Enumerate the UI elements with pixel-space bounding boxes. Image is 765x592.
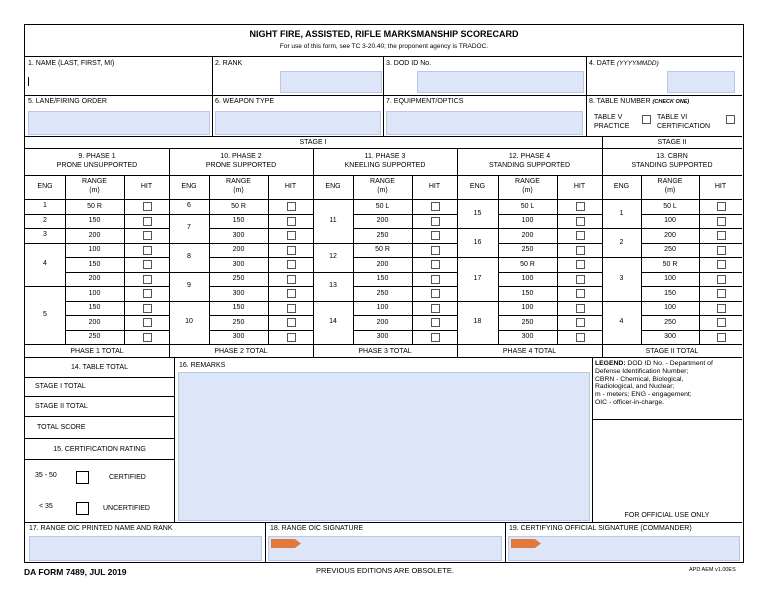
rank-label: 2. RANK xyxy=(215,60,243,67)
range-value: 100 xyxy=(521,304,534,311)
divider xyxy=(209,257,313,258)
divider xyxy=(25,199,742,200)
eng-number: 13 xyxy=(329,282,337,289)
range-value: 50 R xyxy=(87,202,102,210)
table-total-label: 14. TABLE TOTAL xyxy=(71,364,128,371)
eng-number: 15 xyxy=(473,209,482,217)
hit-header: HIT xyxy=(714,183,727,190)
oic-name-field[interactable] xyxy=(29,536,262,561)
hit-checkbox[interactable] xyxy=(431,260,440,269)
divider xyxy=(641,286,742,287)
divider xyxy=(65,243,169,244)
range-value: 50 L xyxy=(663,202,677,210)
range-value: 250 xyxy=(664,246,676,253)
eng-number: 3 xyxy=(43,231,47,239)
range-value: 250 xyxy=(521,246,534,253)
certified-checkbox[interactable] xyxy=(76,471,89,484)
stage-2-total-label: STAGE II TOTAL xyxy=(35,403,88,410)
range-value: 250 xyxy=(376,289,389,297)
remarks-field[interactable] xyxy=(178,372,590,521)
hit-checkbox[interactable] xyxy=(143,217,152,226)
hit-checkbox[interactable] xyxy=(143,231,152,240)
range-value: 250 xyxy=(664,318,676,326)
range-value: 200 xyxy=(376,318,389,326)
divider xyxy=(25,175,742,176)
divider xyxy=(65,286,169,287)
certification-rating-label: 15. CERTIFICATION RATING xyxy=(53,446,146,453)
range-value: 150 xyxy=(376,275,389,282)
divider xyxy=(313,272,353,273)
phase-total-label: PHASE 3 TOTAL xyxy=(358,348,412,355)
eng-number: 1 xyxy=(43,202,47,210)
eng-number: 7 xyxy=(187,224,191,231)
divider xyxy=(641,315,742,316)
hit-checkbox[interactable] xyxy=(576,246,585,255)
range-value: 100 xyxy=(664,217,676,224)
range-value: 200 xyxy=(88,318,101,326)
certified-label: CERTIFIED xyxy=(109,474,146,481)
divider xyxy=(65,214,169,215)
weapon-field[interactable] xyxy=(215,111,381,135)
range-value: 100 xyxy=(521,275,534,282)
eng-number: 5 xyxy=(43,311,47,318)
eng-number: 4 xyxy=(619,318,624,326)
range-header: RANGE xyxy=(226,178,251,185)
table-v-checkbox[interactable] xyxy=(642,115,651,124)
hit-checkbox[interactable] xyxy=(576,217,585,226)
dodid-label: 3. DOD ID No. xyxy=(386,60,432,67)
phase-subtitle: STANDING SUPPORTED xyxy=(488,162,571,169)
lane-label: 5. LANE/FIRING ORDER xyxy=(28,98,107,105)
table-number-label: 8. TABLE NUMBER (CHECK ONE) xyxy=(589,98,690,105)
divider xyxy=(209,243,313,244)
range-unit: (m) xyxy=(522,187,533,194)
divider xyxy=(457,301,498,302)
eng-number: 14 xyxy=(329,318,337,326)
divider xyxy=(641,257,742,258)
hit-checkbox[interactable] xyxy=(717,333,726,342)
certifying-signature-label: 19. CERTIFYING OFFICIAL SIGNATURE (COMMANDER) xyxy=(509,525,692,532)
hit-checkbox[interactable] xyxy=(717,318,726,327)
phase-subtitle: PRONE SUPPORTED xyxy=(205,162,277,169)
hit-checkbox[interactable] xyxy=(143,289,152,298)
hit-checkbox[interactable] xyxy=(431,231,440,240)
certifying-signature-field[interactable] xyxy=(508,536,740,561)
eng-header: ENG xyxy=(469,183,486,190)
range-value: 250 xyxy=(521,318,534,326)
eng-number: 12 xyxy=(329,253,337,260)
divider xyxy=(268,175,269,344)
eng-number: 4 xyxy=(43,260,47,268)
divider xyxy=(169,272,209,273)
range-unit: (m) xyxy=(89,187,100,194)
eng-number: 18 xyxy=(473,318,482,326)
sign-here-tag[interactable] xyxy=(271,539,301,548)
divider xyxy=(353,272,457,273)
divider xyxy=(353,243,457,244)
range-value: 300 xyxy=(232,260,245,268)
hit-checkbox[interactable] xyxy=(287,202,296,211)
hit-checkbox[interactable] xyxy=(287,318,296,327)
divider xyxy=(65,228,169,229)
phase-subtitle: PRONE UNSUPPORTED xyxy=(56,162,138,169)
hit-checkbox[interactable] xyxy=(143,202,152,211)
divider xyxy=(602,301,641,302)
range-value: 300 xyxy=(232,289,245,297)
hit-checkbox[interactable] xyxy=(431,333,440,342)
hit-checkbox[interactable] xyxy=(431,217,440,226)
divider xyxy=(209,286,313,287)
hit-header: HIT xyxy=(284,183,297,190)
range-unit: (m) xyxy=(377,187,388,194)
form-frame xyxy=(24,24,744,563)
range-value: 150 xyxy=(88,217,101,224)
divider xyxy=(498,228,602,229)
hit-checkbox[interactable] xyxy=(431,318,440,327)
divider xyxy=(498,214,602,215)
divider xyxy=(353,214,457,215)
hit-checkbox[interactable] xyxy=(717,202,726,211)
range-value: 300 xyxy=(521,333,534,340)
obsolete-notice: PREVIOUS EDITIONS ARE OBSOLETE. xyxy=(316,566,454,575)
rank-field[interactable] xyxy=(280,71,382,93)
phase-title: 11. PHASE 3 xyxy=(364,153,406,160)
hit-header: HIT xyxy=(428,183,441,190)
range-value: 300 xyxy=(376,333,389,340)
range-value: 250 xyxy=(232,275,245,282)
phase-title: 9. PHASE 1 xyxy=(78,153,116,160)
range-value: 200 xyxy=(232,246,245,253)
oic-signature-label: 18. RANGE OIC SIGNATURE xyxy=(270,525,364,532)
oic-signature-field[interactable] xyxy=(268,536,502,561)
eng-number: 8 xyxy=(187,253,191,260)
hit-header: HIT xyxy=(140,183,153,190)
hit-checkbox[interactable] xyxy=(431,304,440,313)
eng-number: 9 xyxy=(187,282,191,289)
divider xyxy=(124,175,125,344)
eng-number: 11 xyxy=(329,216,337,224)
divider xyxy=(353,330,457,331)
eng-header: ENG xyxy=(613,183,630,190)
divider xyxy=(65,272,169,273)
hit-checkbox[interactable] xyxy=(576,289,585,298)
range-value: 150 xyxy=(232,304,245,311)
range-value: 50 R xyxy=(231,202,246,210)
hit-checkbox[interactable] xyxy=(431,289,440,298)
hit-checkbox[interactable] xyxy=(143,246,152,255)
range-value: 150 xyxy=(232,217,245,224)
range-value: 50 R xyxy=(520,260,535,268)
hit-checkbox[interactable] xyxy=(717,275,726,284)
sign-here-tag[interactable] xyxy=(511,539,541,548)
uncertified-range: < 35 xyxy=(39,503,53,510)
divider xyxy=(65,257,169,258)
range-value: 100 xyxy=(88,246,101,253)
eng-header: ENG xyxy=(325,183,341,190)
hit-checkbox[interactable] xyxy=(431,246,440,255)
oic-name-label: 17. RANGE OIC PRINTED NAME AND RANK xyxy=(29,525,173,532)
divider xyxy=(169,243,209,244)
divider xyxy=(313,243,353,244)
divider xyxy=(498,286,602,287)
certified-range: 35 - 50 xyxy=(35,472,57,479)
divider xyxy=(353,301,457,302)
hit-checkbox[interactable] xyxy=(576,260,585,269)
hit-checkbox[interactable] xyxy=(287,304,296,313)
hit-checkbox[interactable] xyxy=(717,217,726,226)
divider xyxy=(209,301,313,302)
divider xyxy=(25,214,65,215)
phase-total-label: PHASE 4 TOTAL xyxy=(502,348,557,355)
range-value: 50 R xyxy=(662,260,678,268)
range-value: 50 L xyxy=(520,202,535,210)
range-value: 250 xyxy=(376,231,389,239)
hit-checkbox[interactable] xyxy=(576,202,585,211)
phase-subtitle: STANDING SUPPORTED xyxy=(631,162,713,169)
hit-checkbox[interactable] xyxy=(717,246,726,255)
divider xyxy=(353,286,457,287)
range-header: RANGE xyxy=(370,178,395,185)
phase-total-label: STAGE II TOTAL xyxy=(645,348,699,355)
divider xyxy=(699,175,700,344)
divider xyxy=(353,228,457,229)
date-label: 4. DATE (YYYYMMDD) xyxy=(589,60,659,67)
range-value: 300 xyxy=(232,231,245,239)
hit-checkbox[interactable] xyxy=(576,231,585,240)
hit-checkbox[interactable] xyxy=(717,231,726,240)
uncertified-checkbox[interactable] xyxy=(76,502,89,515)
hit-checkbox[interactable] xyxy=(287,217,296,226)
range-value: 300 xyxy=(664,333,676,340)
phase-total-label: PHASE 2 TOTAL xyxy=(214,348,268,355)
range-value: 200 xyxy=(521,231,534,239)
divider xyxy=(641,243,742,244)
hit-checkbox[interactable] xyxy=(576,304,585,313)
divider xyxy=(457,228,498,229)
total-score-label: TOTAL SCORE xyxy=(37,424,86,431)
range-value: 100 xyxy=(521,217,534,224)
eng-number: 6 xyxy=(187,202,191,210)
hit-checkbox[interactable] xyxy=(143,275,152,284)
official-use-label: FOR OFFICIAL USE ONLY xyxy=(624,512,710,519)
divider xyxy=(209,214,313,215)
divider xyxy=(641,301,742,302)
hit-checkbox[interactable] xyxy=(287,289,296,298)
legend: LEGEND: DOD ID No. - Department of Defense Identification Number; CBRN - Chemical, Biological, Radiological, and Nuclear; m - meters; ENG - engagement; OIC - officer-in-charge. xyxy=(595,360,713,406)
hit-checkbox[interactable] xyxy=(287,275,296,284)
divider xyxy=(313,301,353,302)
form-number: DA FORM 7489, JUL 2019 xyxy=(24,567,127,577)
hit-checkbox[interactable] xyxy=(431,275,440,284)
divider xyxy=(209,330,313,331)
phase-title: 10. PHASE 2 xyxy=(220,153,262,160)
divider xyxy=(209,228,313,229)
divider xyxy=(169,214,209,215)
eng-number: 10 xyxy=(185,318,193,326)
phase-total-label: PHASE 1 TOTAL xyxy=(70,348,124,355)
table-vi-checkbox[interactable] xyxy=(726,115,735,124)
hit-checkbox[interactable] xyxy=(143,333,152,342)
divider xyxy=(457,257,498,258)
divider xyxy=(641,330,742,331)
date-field[interactable] xyxy=(667,71,735,93)
range-value: 100 xyxy=(664,304,676,311)
table-v-label: TABLE V PRACTICE xyxy=(594,114,630,130)
range-unit: (m) xyxy=(664,187,676,194)
range-unit: (m) xyxy=(233,187,244,194)
divider xyxy=(641,228,742,229)
stage-1-header: STAGE I xyxy=(299,139,327,146)
range-header: RANGE xyxy=(82,178,107,185)
equip-field[interactable] xyxy=(386,111,583,135)
eng-number: 3 xyxy=(619,274,624,282)
eng-number: 2 xyxy=(619,238,624,246)
remarks-label: 16. REMARKS xyxy=(179,362,226,369)
range-value: 250 xyxy=(88,333,101,340)
divider xyxy=(65,330,169,331)
stage-2-header: STAGE II xyxy=(657,139,687,146)
divider xyxy=(65,315,169,316)
divider xyxy=(412,175,413,344)
hit-checkbox[interactable] xyxy=(287,231,296,240)
form-title: NIGHT FIRE, ASSISTED, RIFLE MARKSMANSHIP SCORECARD xyxy=(249,29,519,39)
table-vi-label: TABLE VI CERTIFICATION xyxy=(657,114,711,130)
stage-1-total-label: STAGE I TOTAL xyxy=(35,383,86,390)
eng-number: 1 xyxy=(619,209,624,217)
divider xyxy=(25,243,65,244)
form-subtitle: For use of this form, see TC 3-20.40; the proponent agency is TRADOC. xyxy=(279,43,489,50)
range-value: 150 xyxy=(88,260,101,268)
lane-field[interactable] xyxy=(28,111,210,135)
range-value: 200 xyxy=(88,275,101,282)
divider xyxy=(498,315,602,316)
range-value: 150 xyxy=(521,289,534,297)
divider xyxy=(169,301,209,302)
hit-checkbox[interactable] xyxy=(717,289,726,298)
range-value: 200 xyxy=(664,231,676,239)
hit-checkbox[interactable] xyxy=(287,260,296,269)
divider xyxy=(353,257,457,258)
eng-number: 17 xyxy=(473,274,482,282)
range-value: 200 xyxy=(88,231,101,239)
phase-subtitle: KNEELING SUPPORTED xyxy=(344,162,426,169)
name-label: 1. NAME (LAST, FIRST, MI) xyxy=(28,60,115,67)
range-value: 50 R xyxy=(375,246,390,253)
eng-header: ENG xyxy=(37,183,53,190)
divider xyxy=(25,228,65,229)
divider xyxy=(641,272,742,273)
uncertified-label: UNCERTIFIED xyxy=(103,505,150,512)
divider xyxy=(557,175,558,344)
range-value: 100 xyxy=(376,304,389,311)
divider xyxy=(209,315,313,316)
hit-checkbox[interactable] xyxy=(143,260,152,269)
range-value: 200 xyxy=(376,217,389,224)
hit-checkbox[interactable] xyxy=(287,246,296,255)
range-header: RANGE xyxy=(657,178,683,185)
divider xyxy=(498,330,602,331)
eng-number: 16 xyxy=(473,238,482,246)
hit-header: HIT xyxy=(573,183,586,190)
range-value: 300 xyxy=(232,333,245,340)
divider xyxy=(498,257,602,258)
divider xyxy=(498,272,602,273)
divider xyxy=(353,315,457,316)
name-field[interactable] xyxy=(28,71,208,93)
hit-checkbox[interactable] xyxy=(717,304,726,313)
divider xyxy=(209,272,313,273)
form-version: APD AEM v1.00ES xyxy=(689,567,736,573)
hit-checkbox[interactable] xyxy=(576,333,585,342)
range-value: 200 xyxy=(376,260,389,268)
dodid-field[interactable] xyxy=(417,71,584,93)
range-header: RANGE xyxy=(515,178,540,185)
eng-number: 2 xyxy=(43,216,47,224)
hit-checkbox[interactable] xyxy=(287,333,296,342)
hit-checkbox[interactable] xyxy=(576,275,585,284)
hit-checkbox[interactable] xyxy=(143,318,152,327)
range-value: 50 L xyxy=(375,202,390,210)
range-value: 100 xyxy=(664,275,676,282)
eng-header: ENG xyxy=(181,183,197,190)
divider xyxy=(25,286,65,287)
phase-title: 12. PHASE 4 xyxy=(508,153,551,160)
divider xyxy=(602,228,641,229)
range-value: 100 xyxy=(88,289,101,297)
hit-checkbox[interactable] xyxy=(143,304,152,313)
equip-label: 7. EQUIPMENT/OPTICS xyxy=(386,98,464,105)
range-value: 250 xyxy=(232,318,245,326)
divider xyxy=(65,301,169,302)
phase-title: 13. CBRN xyxy=(656,153,688,160)
divider xyxy=(498,301,602,302)
divider xyxy=(25,344,742,345)
hit-checkbox[interactable] xyxy=(576,318,585,327)
divider xyxy=(498,243,602,244)
divider xyxy=(602,257,641,258)
hit-checkbox[interactable] xyxy=(431,202,440,211)
divider xyxy=(457,148,458,357)
range-value: 150 xyxy=(88,304,101,311)
divider xyxy=(641,214,742,215)
hit-checkbox[interactable] xyxy=(717,260,726,269)
weapon-label: 6. WEAPON TYPE xyxy=(215,98,274,105)
range-value: 150 xyxy=(664,289,676,297)
